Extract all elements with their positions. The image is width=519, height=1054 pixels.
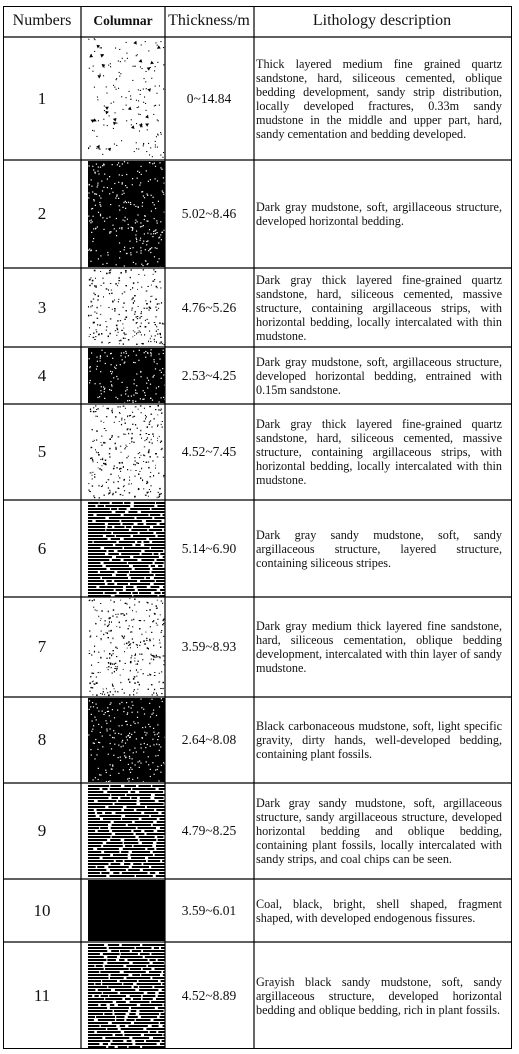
layer-number: 5 xyxy=(37,442,47,461)
columnar-pattern-coarse-sandstone xyxy=(88,38,165,159)
columnar-pattern-sandy-mudstone xyxy=(88,784,165,878)
layer-thickness: 3.59~6.01 xyxy=(181,902,237,918)
layer-description: Black carbonaceous mudstone, soft, light specific gravity, dirty hands, well-developed bedding, containing plant fossils. xyxy=(256,719,502,761)
columnar-pattern-mudstone xyxy=(88,161,166,268)
layer-number: 9 xyxy=(37,821,47,840)
columnar-pattern-sandy-mudstone xyxy=(88,501,165,597)
columnar-pattern-fine-sandstone xyxy=(88,405,165,499)
layer-thickness: 4.79~8.25 xyxy=(181,823,237,838)
layer-description: Dark gray sandy mudstone, soft, argillaceous structure, sandy argillaceous structure, developed horizontal bedding and oblique bedding, containing plant fossils, locally intercalated with sandy strips, and coal chips can be seen. xyxy=(256,796,502,866)
layer-thickness: 5.14~6.90 xyxy=(181,540,237,556)
columnar-pattern-mudstone xyxy=(88,698,166,783)
layer-thickness: 4.76~5.26 xyxy=(181,299,237,315)
layer-thickness: 2.53~4.25 xyxy=(181,367,237,383)
layer-description: Dark gray sandy mudstone, soft, sandy argillaceous structure, layered structure, containing siliceous stripes. xyxy=(256,527,502,570)
layer-description: Dark gray mudstone, soft, argillaceous structure, developed horizontal bedding. xyxy=(256,200,502,228)
layer-number: 4 xyxy=(37,365,47,385)
layer-description: Dark gray thick layered fine-grained quartz sandstone, hard, siliceous cemented, massive structure, containing argillaceous strips, with horizontal bedding, locally intercalated with thin mudstone. xyxy=(256,417,502,487)
layer-description: Thick layered medium fine grained quartz sandstone, hard, siliceous cemented, oblique bedding development, sandy strip distribution, locally developed fractures, 0.33m sandy mudstone in the middle and upper part, hard, sandy cementation and bedding developed. xyxy=(256,56,502,141)
header-numbers: Numbers xyxy=(12,12,72,29)
layer-description: Dark gray medium thick layered fine sandstone, hard, siliceous cementation, oblique bedding development, intercalated with thin layer of sandy mudstone. xyxy=(256,619,502,675)
layer-description: Dark gray mudstone, soft, argillaceous structure, developed horizontal bedding, entrained with 0.15m sandstone. xyxy=(256,354,502,397)
layer-number: 6 xyxy=(37,538,47,558)
layer-number: 3 xyxy=(37,297,47,317)
layer-thickness: 3.59~8.93 xyxy=(181,639,237,654)
layer-description: Coal, black, bright, shell shaped, fragment shaped, with developed endogenous fissures. xyxy=(256,896,502,925)
layer-number: 8 xyxy=(37,730,47,749)
layer-thickness: 4.52~8.89 xyxy=(181,987,237,1003)
layer-thickness: 0~14.84 xyxy=(186,90,232,106)
layer-thickness: 2.64~8.08 xyxy=(181,732,237,747)
layer-number: 10 xyxy=(33,900,51,920)
layer-number: 7 xyxy=(37,637,47,656)
layer-description: Grayish black sandy mudstone, soft, sandy argillaceous structure, developed horizontal bedding and oblique bedding, rich in plant fossils. xyxy=(256,974,502,1017)
columnar-pattern-coal xyxy=(88,880,165,941)
layer-number: 11 xyxy=(33,985,51,1005)
columnar-pattern-fine-sandstone xyxy=(88,598,165,696)
header-thickness: Thickness/m xyxy=(168,12,250,29)
columnar-pattern-mudstone xyxy=(88,348,165,404)
columnar-pattern-sandy-mudstone xyxy=(88,943,165,1048)
header-lithology: Lithology description xyxy=(312,12,452,29)
layer-thickness: 4.52~7.45 xyxy=(181,444,237,459)
header-columnar: Columnar xyxy=(93,13,153,28)
layer-number: 2 xyxy=(37,204,47,223)
layer-thickness: 5.02~8.46 xyxy=(181,206,237,221)
layer-number: 1 xyxy=(37,88,47,108)
columnar-pattern-fine-sandstone xyxy=(88,269,165,346)
columnar-patterns xyxy=(88,38,166,1048)
layer-description: Dark gray thick layered fine-grained quartz sandstone, hard, siliceous cemented, massive structure, containing argillaceous strips, with horizontal bedding, locally intercalated with thin mudstone. xyxy=(256,272,502,343)
